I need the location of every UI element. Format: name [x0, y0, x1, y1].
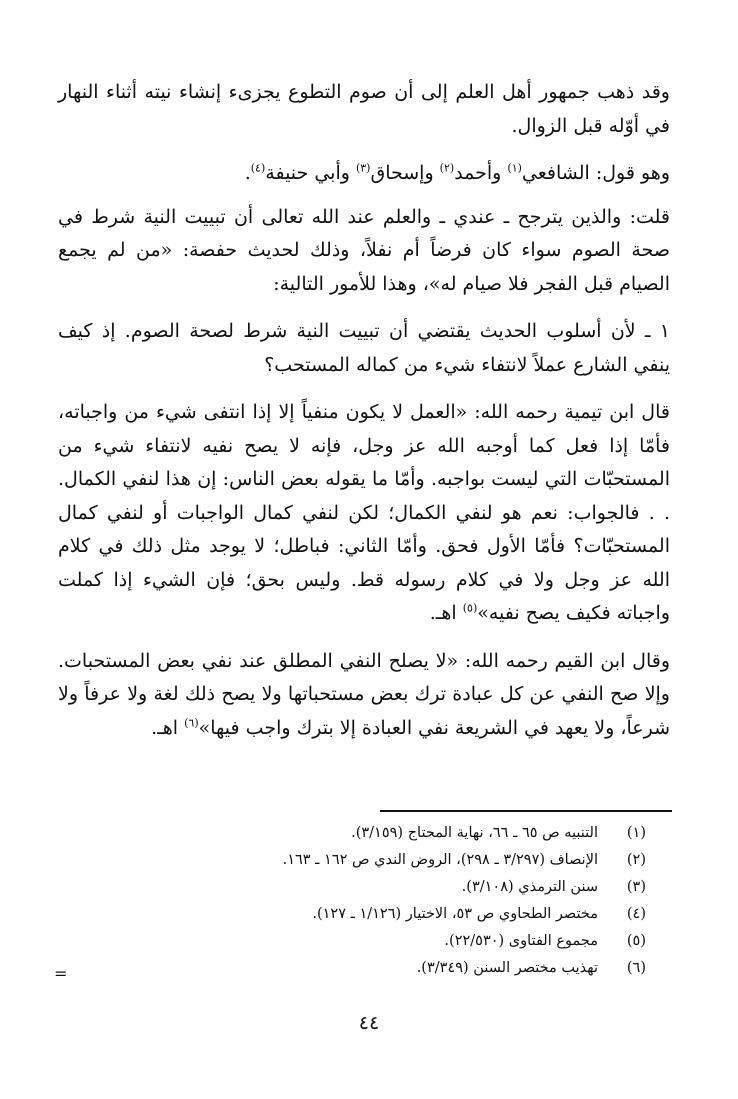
paragraph-6: وقال ابن القيم رحمه الله: «لا يصلح النفي المطلق عند نفي بعض المستحبات. وإلا صح النفي عن كل عبادة ترك بعض مستحباتها ولا يصح ذلك لغة ولا عرفاً ولا شرعاً، ولا يعهد في الشريعة نفي العبادة إلا بترك واجب فيها»$^{(٦)}$ اهـ.: [58, 649, 670, 739]
continuation-mark: =: [54, 964, 68, 983]
paragraph-2: وهو قول: الشافعي$^{(١)}$ وأحمد$^{(٢)}$ وإسحاق$^{(٣)}$ وأبي حنيفة$^{(٤)}$.: [244, 161, 670, 184]
footnote-ref-1[interactable]: (١): [507, 161, 522, 175]
footnote-6: (٦) تهذيب مختصر السنن (٣/٣٤٩).: [416, 960, 646, 976]
footnote-ref-6[interactable]: (٦): [184, 716, 199, 730]
footnote-ref-5[interactable]: (٥): [462, 601, 478, 615]
footnote-separator: [380, 810, 672, 812]
paragraph-3: قلت: والذين يترجح ـ عندي ـ والعلم عند الله تعالى أن تبييت النية شرط في صحة الصوم سواء كان فرضاً أم نفلاً، وذلك لحديث حفصة: «من لم يجمع الصيام قبل الفجر فلا صيام له»، وهذا للأمور التالية:: [58, 205, 670, 295]
footnote-3: (٣) سنن الترمذي (٣/١٠٨).: [461, 879, 646, 895]
footnotes: [120, 820, 646, 982]
paragraph-1: وقد ذهب جمهور أهل العلم إلى أن صوم التطوع يجزىء إنشاء نيته أثناء النهار في أوّله قبل الزوال.: [58, 81, 670, 137]
footnote-4: (٤) مختصر الطحاوي ص ٥٣، الاختيار (١/١٢٦ ـ ١٢٧).: [312, 906, 646, 922]
footnote-2: (٢) الإنصاف (٣/٢٩٧ ـ ٢٩٨)، الروض الندي ص ١٦٢ ـ ١٦٣.: [282, 852, 646, 868]
paragraph-4: ١ ـ لأن أسلوب الحديث يقتضي أن تبييت النية شرط لصحة الصوم. إذ كيف ينفي الشارع عملاً لانتفاء شيء من كماله المستحب؟: [58, 320, 670, 376]
main-text: [58, 76, 670, 759]
footnote-ref-2[interactable]: (٢): [439, 161, 455, 175]
footnote-ref-4[interactable]: (٤): [250, 161, 266, 175]
paragraph-5: قال ابن تيمية رحمه الله: «العمل لا يكون منفياً إلا إذا انتفى شيء من واجباته، فأمّا إذا فعل كما أوجبه الله عز وجل، فإنه لا يصح نفيه لانتفاء شيء من المستحبّات التي ليست بواجبه. وأمّا ما يقوله بعض الناس: إن هذا لنفي الكمال. . . فالجواب: نعم هو لنفي الكمال؛ لكن لنفي كمال الواجبات أو لنفي كمال المستحبّات؟ فأمّا الأول فحق. وأمّا الثاني: فباطل؛ لا يوجد مثل ذلك في كلام الله عز وجل ولا في كلام رسوله قط. وليس بحق؛ فإن الشيء إذا كملت واجباته فكيف يصح نفيه»$^{(٥)}$ اهـ.: [58, 401, 670, 624]
page-number: ٤٤: [358, 1012, 380, 1034]
footnote-1: (١) التنبيه ص ٦٥ ـ ٦٦، نهاية المحتاج (٣/١٥٩).: [351, 825, 646, 841]
footnote-5: (٥) مجموع الفتاوى (٢٢/٥٣٠).: [444, 933, 646, 949]
footnote-ref-3[interactable]: (٣): [355, 161, 371, 175]
